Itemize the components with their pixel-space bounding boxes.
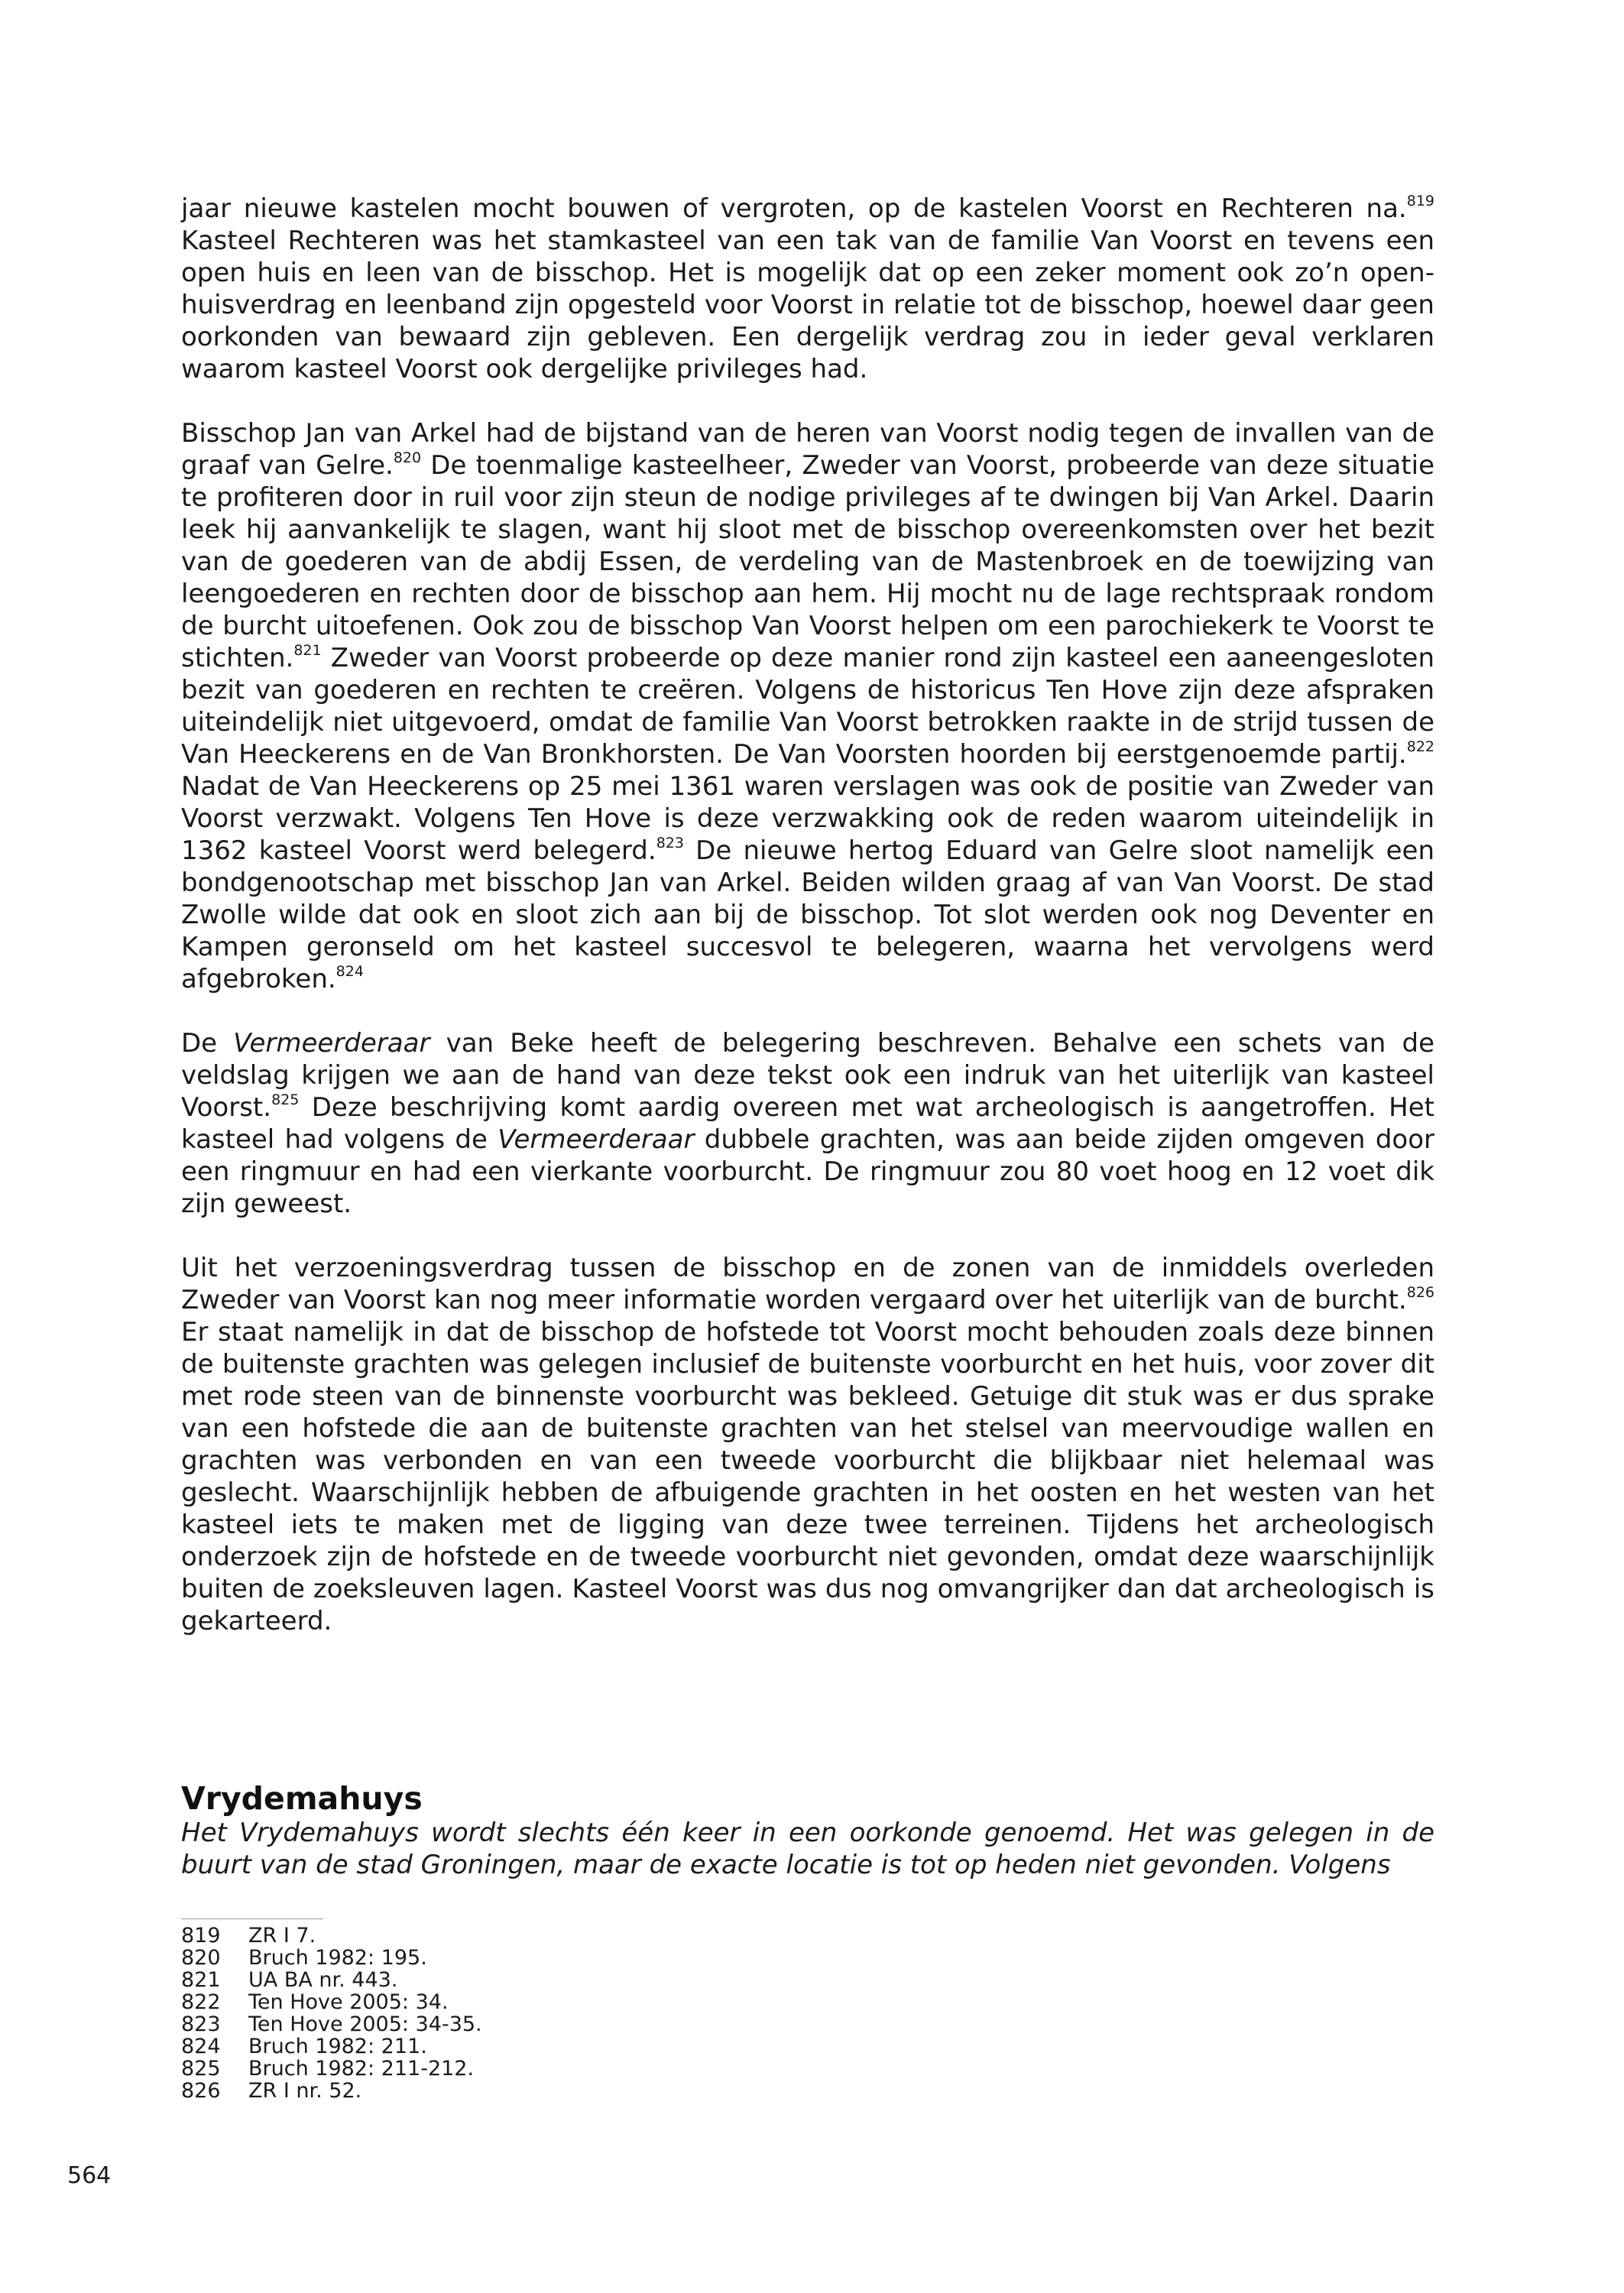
footnote	[181, 1969, 482, 1991]
footnote-number: 820	[181, 1946, 221, 1970]
footnote-ref-819: 819	[1406, 192, 1434, 209]
body-text	[181, 193, 1434, 1637]
text-run: De nieuwe hertog Eduard van Gelre sloot namelijk een bondgenootschap met bisschop Jan van Arkel. Beiden wilden graag af van Van Voorst. De stad Zwolle wilde dat ook en sloot zich aan bij de bisschop. Tot slot werden ook nog Deventer en Kampen geronseld om het kasteel succesvol te belegeren, waarna het vervolgens werd afgebroken.	[181, 835, 1434, 994]
paragraph-2	[181, 417, 1434, 995]
footnote-number: 825	[181, 2057, 221, 2081]
footnote-number: 824	[181, 2035, 221, 2058]
text-run: Uit het verzoeningsverdrag tussen de bisschop en de zonen van de inmiddels overleden Zweder van Voorst kan nog meer informatie worden vergaard over het uiterlijk van de burcht.	[181, 1253, 1434, 1315]
footnote	[181, 1991, 482, 2013]
footnote-ref-820: 820	[393, 449, 422, 466]
text-run: Kasteel Rechteren was het stamkasteel van een tak van de familie Van Voorst en tevens een open huis en leen van de bisschop. Het is mogelijk dat op een zeker moment ook zo’n open-huisverdrag en leenband zijn opgesteld voor Voorst in relatie tot de bisschop, hoewel daar geen oorkonden van bewaard zijn gebleven. Een dergelijk verdrag zou in ieder geval verklaren waarom kasteel Voorst ook dergelijke privileges had.	[181, 225, 1434, 384]
text-run: Bisschop Jan van Arkel had de bijstand van de heren van Voorst nodig tegen de invallen van de graaf van Gelre.	[181, 418, 1434, 481]
footnote-number: 826	[181, 2079, 221, 2103]
text-run: De toenmalige kasteelheer, Zweder van Voorst, probeerde van deze situatie te profiteren door in ruil voor zijn steun de nodige privileges af te dwingen bij Van Arkel. Daarin leek hij aanvankelijk te slagen, want hij sloot met de bisschop overeenkomsten over het bezit van de goederen van de abdij Essen, de verdeling van de Mastenbroek en de toewijzing van leengoederen en rechten door de bisschop aan hem. Hij mocht nu de lage rechtspraak rondom de burcht uitoefenen. Ook zou de bisschop Van Voorst helpen om een parochiekerk te Voorst te stichten.	[181, 450, 1434, 673]
text-run: van Beke heeft de belegering beschreven. Behalve een schets van de veldslag krijgen we aan de hand van deze tekst ook een indruk van het uiterlijk van kasteel Voorst.	[181, 1028, 1434, 1123]
footnote	[181, 2013, 482, 2035]
footnote	[181, 2080, 482, 2102]
footnote-ref-821: 821	[293, 641, 322, 659]
text-run: dubbele grachten, was aan beide zijden omgeven door een ringmuur en had een vierkante voorburcht. De ringmuur zou 80 voet hoog en 12 voet dik zijn geweest.	[181, 1124, 1434, 1219]
footnote-ref-826: 826	[1406, 1283, 1434, 1301]
footnote-number: 819	[181, 1924, 221, 1948]
text-run: Zweder van Voorst probeerde op deze manier rond zijn kasteel een aaneengesloten bezit van goederen en rechten te creëren. Volgens de historicus Ten Hove zijn deze afspraken uiteindelijk niet uitgevoerd, omdat de familie Van Voorst betrokken raakte in de strijd tussen de Van Heeckerens en de Van Bronkhorsten. De Van Voorsten hoorden bij eerstgenoemde partij.	[181, 643, 1434, 770]
footnote-ref-825: 825	[271, 1091, 300, 1108]
text-run: Deze beschrijving komt aardig overeen met wat archeologisch is aangetroffen. Het kasteel had volgens de	[181, 1092, 1434, 1155]
footnote-text: Bruch 1982: 211-212.	[248, 2057, 475, 2081]
paragraph-4	[181, 1252, 1434, 1637]
text-run: De	[181, 1028, 234, 1059]
footnote-text: Ten Hove 2005: 34-35.	[248, 2012, 482, 2036]
footnote	[181, 2035, 482, 2058]
footnote-ref-823: 823	[656, 834, 684, 851]
footnote-text: ZR I 7.	[248, 1924, 316, 1948]
footnote-ref-822: 822	[1406, 738, 1434, 755]
text-run: jaar nieuwe kastelen mocht bouwen of vergroten, op de kastelen Voorst en Rechteren na.	[181, 193, 1407, 224]
footnote-text: Bruch 1982: 211.	[248, 2035, 427, 2058]
italic-title: Vermeerderaar	[233, 1028, 430, 1059]
text-run: Er staat namelijk in dat de bisschop de hofstede tot Voorst mocht behouden zoals deze binnen de buitenste grachten was gelegen inclusief de buitenste voorburcht en het huis, voor zover dit met rode steen van de binnenste voorburcht was bekleed. Getuige dit stuk was er dus sprake van een hofstede die aan de buitenste grachten van het stelsel van meervoudige wallen en grachten was verbonden en van een tweede voorburcht die blijkbaar niet helemaal was geslecht. Waarschijnlijk hebben de afbuigende grachten in het oosten en het westen van het kasteel iets te maken met de ligging van deze twee terreinen. Tijdens het archeologisch onderzoek zijn de hofstede en de tweede voorburcht niet gevonden, omdat deze waarschijnlijk buiten de zoeksleuven lagen. Kasteel Voorst was dus nog omvangrijker dan dat archeologisch is gekarteerd.	[181, 1317, 1434, 1636]
footnote-text: Bruch 1982: 195.	[248, 1946, 427, 1970]
footnote	[181, 1925, 482, 1947]
footnote	[181, 1947, 482, 1969]
text-run: Nadat de Van Heeckerens op 25 mei 1361 waren verslagen was ook de positie van Zweder van Voorst verzwakt. Volgens Ten Hove is deze verzwakking ook de reden waarom uiteindelijk in 1362 kasteel Voorst werd belegerd.	[181, 771, 1434, 866]
footnotes-list	[181, 1925, 482, 2102]
footnote-divider	[181, 1918, 323, 1919]
footnote-text: Ten Hove 2005: 34.	[248, 1990, 449, 2014]
section-intro: Het Vrydemahuys wordt slechts één keer in een oorkonde genoemd. Het was gelegen in de buurt van de stad Groningen, maar de exacte locatie is tot op heden niet gevonden. Volgens	[181, 1818, 1434, 1880]
footnote-number: 822	[181, 1990, 221, 2014]
footnote-number: 821	[181, 1968, 221, 1992]
section-heading: Vrydemahuys	[181, 1780, 423, 1817]
paragraph-1	[181, 193, 1434, 385]
italic-title: Vermeerderaar	[498, 1124, 695, 1155]
paragraph-3	[181, 1027, 1434, 1220]
footnote-text: ZR I nr. 52.	[248, 2079, 362, 2103]
page-number: 564	[67, 2162, 112, 2189]
footnote-text: UA BA nr. 443.	[248, 1968, 398, 1992]
footnote	[181, 2058, 482, 2080]
footnote-ref-824: 824	[335, 962, 364, 980]
footnote-number: 823	[181, 2012, 221, 2036]
